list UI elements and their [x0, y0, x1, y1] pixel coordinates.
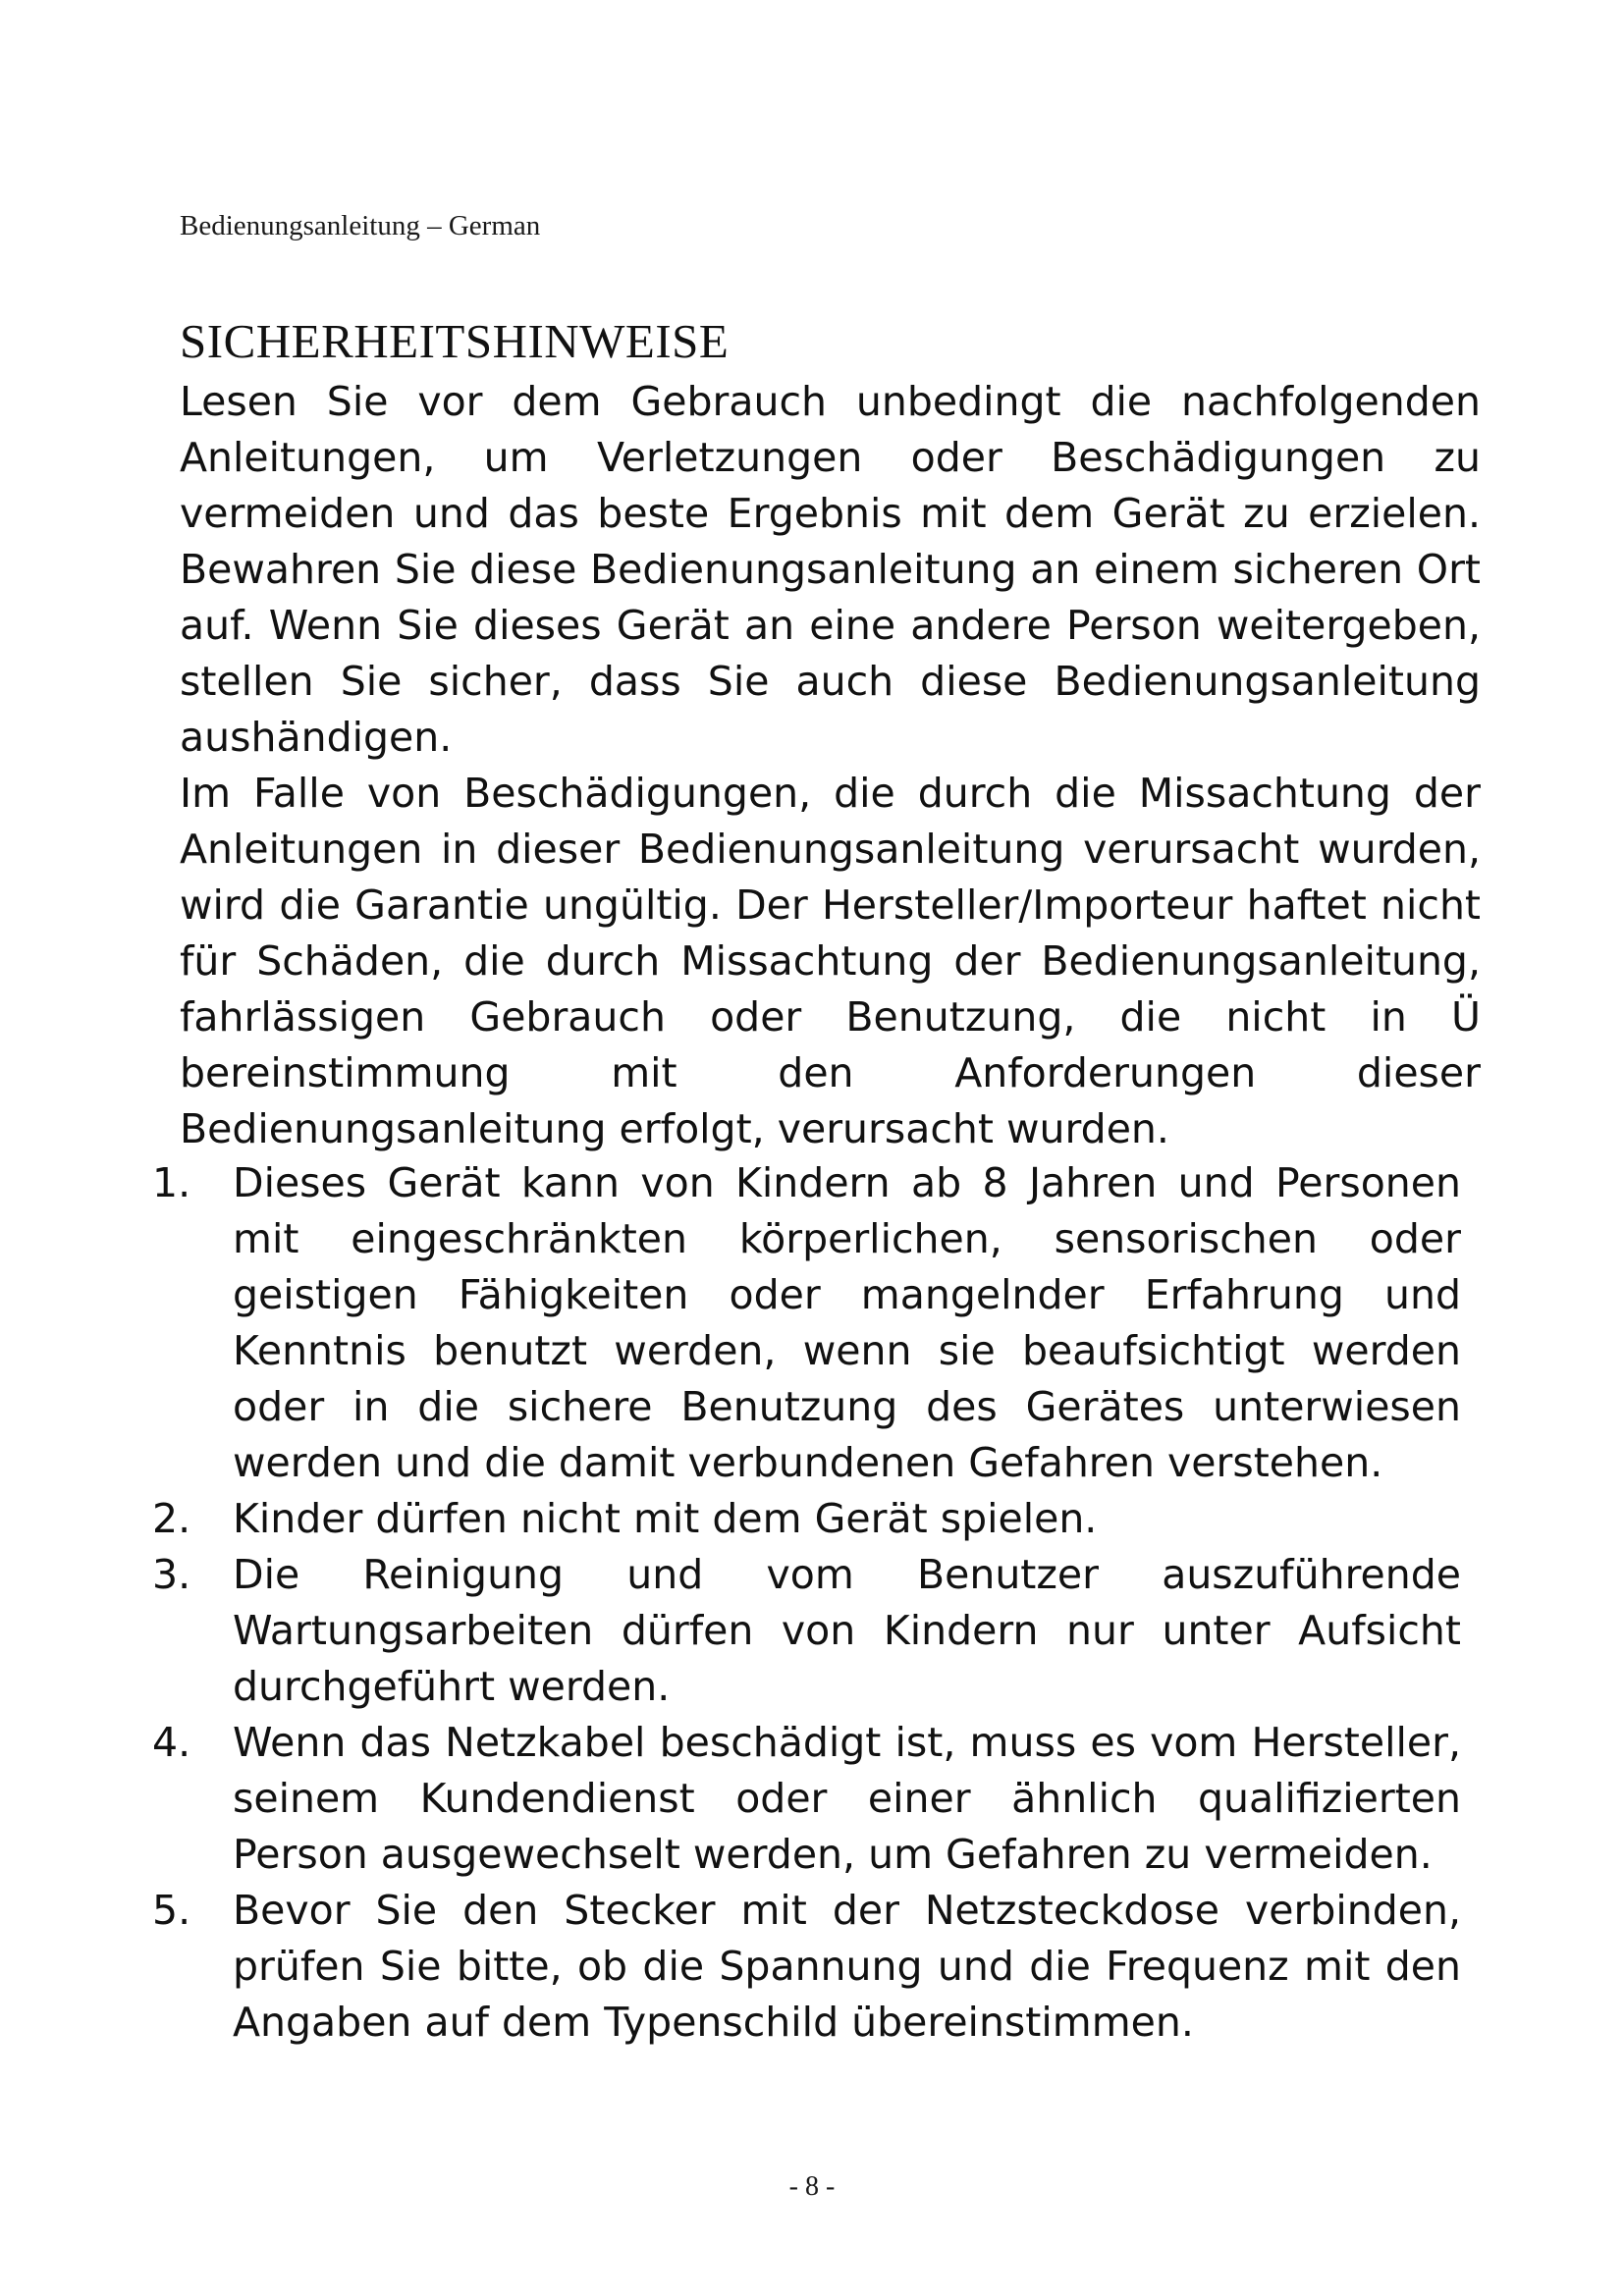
- list-item-text: Die Reinigung und vom Benutzer auszuführende Wartungsarbeiten dürfen von Kindern nur unter Aufsicht durchgeführt werden.: [233, 1551, 1461, 1710]
- list-item: [152, 1491, 1461, 1547]
- list-item-number: 3.: [152, 1551, 191, 1598]
- list-item-text: Kinder dürfen nicht mit dem Gerät spielen.: [233, 1495, 1098, 1542]
- page-number: - 8 -: [788, 2171, 836, 2202]
- intro-text: [180, 374, 1481, 1157]
- list-item-number: 4.: [152, 1719, 191, 1766]
- list-item: [152, 1883, 1461, 2051]
- list-item: [152, 1715, 1461, 1883]
- running-header: Bedienungsanleitung – German: [180, 210, 541, 241]
- list-item-text: Bevor Sie den Stecker mit der Netzsteckdose verbinden, prüfen Sie bitte, ob die Spannung und die Frequenz mit den Angaben auf dem Typenschild übereinstimmen.: [233, 1887, 1461, 2046]
- list-item-number: 5.: [152, 1887, 191, 1934]
- list-item: [152, 1547, 1461, 1715]
- list-item: [152, 1155, 1461, 1491]
- intro-paragraph: Im Falle von Beschädigungen, die durch die Missachtung der Anleitungen in dieser Bedienungsanleitung verursacht wurden, wird die Garantie ungültig. Der Hersteller/Importeur haftet nicht für Schäden, die durch Missachtung der Bedienungsanleitung, fahrlässigen Gebrauch oder Benutzung, die nicht in Ü bereinstimmung mit den Anforderungen dieser Bedienungsanleitung erfolgt, verursacht wurden.: [180, 770, 1481, 1152]
- list-item-number: 2.: [152, 1495, 191, 1542]
- section-title: SICHERHEITSHINWEISE: [180, 314, 730, 368]
- list-item-text: Dieses Gerät kann von Kindern ab 8 Jahren und Personen mit eingeschränkten körperlichen, sensorischen oder geistigen Fähigkeiten oder mangelnder Erfahrung und Kenntnis benutzt werden, wenn sie beaufsichtigt werden oder in die sichere Benutzung des Gerätes unterwiesen werden und die damit verbundenen Gefahren verstehen.: [233, 1159, 1461, 1486]
- list-item-text: Wenn das Netzkabel beschädigt ist, muss es vom Hersteller, seinem Kundendienst oder einer ähnlich qualifizierten Person ausgewechselt werden, um Gefahren zu vermeiden.: [233, 1719, 1461, 1878]
- list-item-number: 1.: [152, 1159, 191, 1206]
- intro-paragraph: Lesen Sie vor dem Gebrauch unbedingt die nachfolgenden Anleitungen, um Verletzungen oder Beschädigungen zu vermeiden und das beste Ergebnis mit dem Gerät zu erzielen. Bewahren Sie diese Bedienungsanleitung an einem sicheren Ort auf. Wenn Sie dieses Gerät an eine andere Person weitergeben, stellen Sie sicher, dass Sie auch diese Bedienungsanleitung aushändigen.: [180, 378, 1481, 761]
- safety-instructions-list: [152, 1155, 1461, 2051]
